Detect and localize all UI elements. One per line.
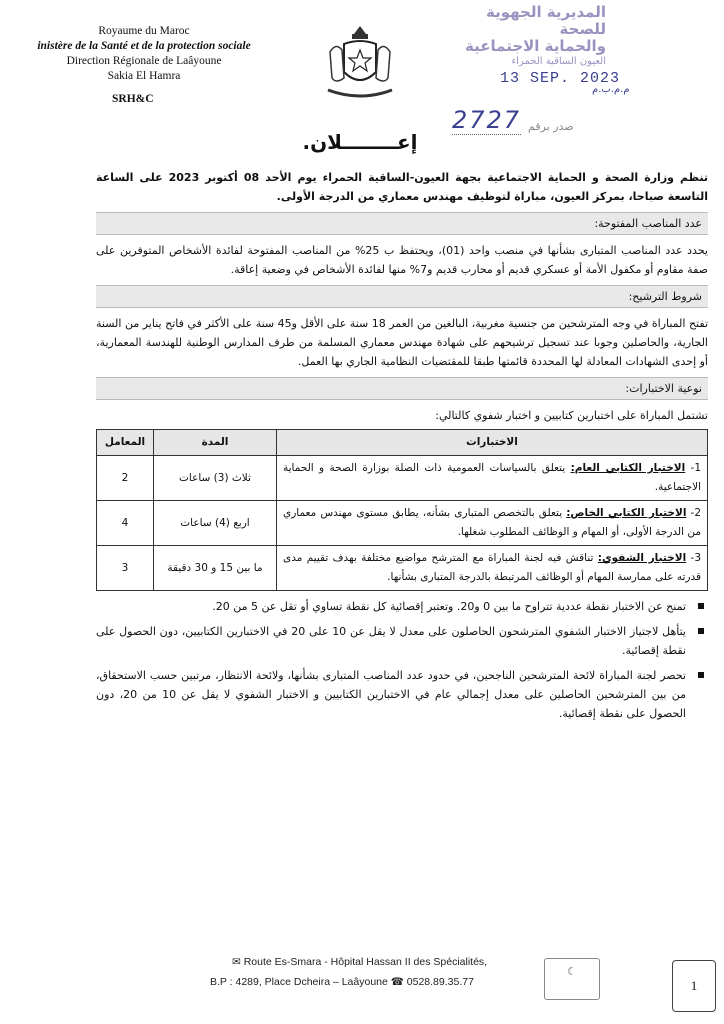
stamp-line-2: والحماية الاجتماعية: [465, 37, 606, 55]
table-header-exams: الاختبارات: [277, 430, 708, 456]
section-header-positions: عدد المناصب المفتوحة:: [96, 212, 708, 235]
intro-paragraph: تنظم وزارة الصحة و الحماية الاجتماعية بجهة العيون-الساقية الحمراء يوم الأحد 08 أكتوبر 2023 على الساعة التاسعة صباحا، بمركز العيون، مباراة لتوظيف مهندس معماري من الدرجة الأولى.: [96, 171, 709, 203]
footer-phone: 0528.89.35.77: [406, 976, 474, 988]
exam-number: 2-: [690, 507, 701, 519]
table-header-duration: المدة: [154, 430, 277, 456]
exam-duration: ثلاث (3) ساعات: [154, 456, 277, 501]
exam-number: 1-: [690, 462, 702, 474]
exam-coef: 2: [97, 456, 154, 501]
office-stamp: [456, 3, 606, 67]
page-number: 1: [672, 960, 716, 1012]
table-row: [97, 456, 708, 501]
service-text: SRH&C: [112, 93, 154, 105]
exam-number: 3-: [690, 552, 702, 564]
table-row: [97, 546, 708, 591]
reference-number: 2727: [452, 106, 522, 134]
reference-label: صدر برقم: [528, 120, 574, 133]
exam-cell: [277, 501, 708, 546]
section-header-conditions: شروط الترشيح:: [96, 285, 708, 308]
stamp-line-3: العيون الساقية الحمراء: [511, 56, 606, 67]
list-item: تمنح عن الاختبار نقطة عددية تتراوح ما بين 0 و20. وتعتبر إقصائية كل نقطة تساوي أو تقل عن 5 من 20.: [96, 597, 708, 616]
exams-intro: تشتمل المباراة على اختبارين كتابيين و اختبار شفوي كالتالي:: [435, 409, 708, 422]
phone-icon: ☎: [390, 976, 407, 988]
exam-description: يتعلق بالسياسات العمومية ذات الصلة بوزارة الصحة و الحماية الاجتماعية.: [283, 462, 701, 493]
footer-line-2: B.P : 4289, Place Dcheira – Laâyoune: [210, 976, 388, 988]
crescent-icon: ☾: [567, 965, 577, 978]
positions-paragraph: يحدد عدد المناصب المتبارى بشأنها في منصب واحد (01)، ويحتفظ ب 25% من المناصب المفتوحة لفائدة الأشخاص المتوفرين على صفة مقاوم أو مكفول الأمة أو عسكري قديم أو محارب قديم و7% منها لفائدة الأشخاص في وضعية إعاقة.: [96, 244, 708, 276]
exam-duration: اربع (4) ساعات: [154, 501, 277, 546]
exam-description: تناقش فيه لجنة المباراة مع المترشح مواضيع مختلفة بهدف تقييم مدى قدرته على ممارسة المهام أو الوظائف المرتبطة بالدرجة المتبارى بشأنها.: [283, 552, 701, 583]
region-text: Sakia El Hamra: [107, 70, 181, 82]
exam-coef: 3: [97, 546, 154, 591]
direction-text: Direction Régionale de Laâyoune: [66, 55, 222, 67]
conditions-paragraph: تفتح المباراة في وجه المترشحين من جنسية مغربية، البالغين من العمر 18 سنة على الأقل و45 سنة على الأكثر في فاتح يناير من السنة الجارية، والحاصلين وجوبا عند تسجيل ترشيحهم على شهادة مهندس معماري المسلمة من طرف المدارس الوطنية للهندسة المعمارية، أو إحدى الشهادات المعادلة لها المحددة قائمتها طبقا للمقتضيات النظامية الجاري بها العمل.: [96, 317, 709, 368]
page-title: إعــــــــلان.: [302, 130, 418, 154]
exam-cell: [277, 456, 708, 501]
exam-cell: [277, 546, 708, 591]
list-item: تحصر لجنة المباراة لائحة المترشحين الناجحين، في حدود عدد المناصب المتبارى بشأنها، ولائحة الانتظار، مرتبين حسب الاستحقاق، من بين المترشحين الحاصلين على معدل إجمالي عام في الاختبارين الكتابيين و الاختبار الشفوي لا يقل عن 10 من 20، دون الحصول على نقطة إقصائية.: [96, 666, 708, 723]
exam-description: يتعلق بالتخصص المتبارى بشأنه، يطابق مستوى مهندس معماري من الدرجة الأولى، أو المهام و الوظائف المطلوب شغلها.: [283, 507, 701, 538]
exam-duration: ما بين 15 و 30 دقيقة: [154, 546, 277, 591]
exams-table: [96, 429, 708, 591]
exam-coef: 4: [97, 501, 154, 546]
stamp-code: م.م.ب.م: [592, 84, 630, 95]
header-left: [14, 24, 274, 107]
table-header-coef: المعامل: [97, 430, 154, 456]
stamp-line-1: المديرية الجهوية للصحة: [485, 3, 606, 38]
footer-address: [210, 952, 530, 992]
footer-logo: [544, 958, 600, 1000]
kingdom-text: Royaume du Maroc: [98, 25, 190, 37]
section-header-exams: نوعية الاختبارات:: [96, 377, 708, 400]
stamp-date: 13 SEP. 2023: [500, 70, 621, 87]
exam-name: الاختبار الشفوي:: [597, 552, 687, 564]
exam-name: الاختبار الكتابي الخاص:: [566, 507, 687, 519]
footer-line-1: Route Es-Smara - Hôpital Hassan II des Spécialités,: [243, 956, 488, 968]
document-body: [96, 168, 708, 727]
mail-icon: ✉: [232, 956, 244, 968]
coat-of-arms-icon: [322, 22, 398, 106]
list-item: يتأهل لاجتياز الاختبار الشفوي المترشحون الحاصلون على معدل لا يقل عن 10 على 20 في الاختبارين الكتابيين، دون الحصول على نقطة إقصائية.: [96, 622, 708, 660]
exam-name: الاختبار الكتابي العام:: [570, 462, 686, 474]
table-row: [97, 501, 708, 546]
ministry-text: inistère de la Santé et de la protection sociale: [37, 40, 251, 52]
